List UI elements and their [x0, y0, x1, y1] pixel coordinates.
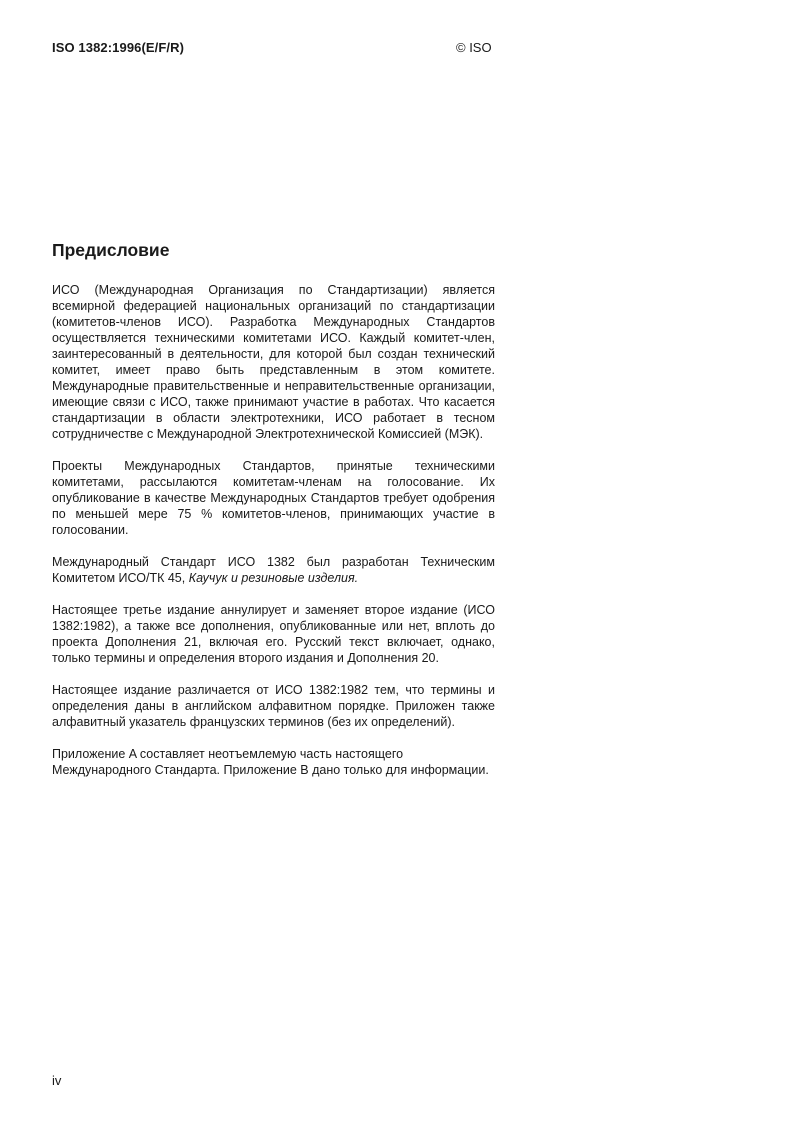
- committee-text: Международный Стандарт ИСО 1382 был разработан Техническим Комитетом ИСО/ТК 45,: [52, 555, 495, 585]
- page-number: iv: [52, 1073, 62, 1088]
- paragraph-annexes: Приложение A составляет неотъемлемую часть настоящего Международного Стандарта. Приложение B дано только для информации.: [52, 747, 489, 777]
- foreword-body: [52, 282, 495, 794]
- paragraph-iso-description: ИСО (Международная Организация по Стандартизации) является всемирной федерацией национальных организаций по стандартизации (комитетов-членов ИСО). Разработка Международных Стандартов осуществляется техническими комитетами ИСО. Каждый комитет-член, заинтересованный в деятельности, для которой был создан технический комитет, имеет право быть представленным в этом комитете. Международные правительственные и неправительственные организации, имеющие связи с ИСО, также принимают участие в работах. Что касается стандартизации в области электротехники, ИСО работает в тесном сотрудничестве с Международной Электротехнической Комиссией (МЭК).: [52, 283, 495, 441]
- paragraph-edition: Настоящее третье издание аннулирует и заменяет второе издание (ИСО 1382:1982), а также все дополнения, опубликованные или нет, вплоть до проекта Дополнения 21, включая его. Русский текст включает, однако, только термины и определения второго издания и Дополнения 20.: [52, 603, 495, 665]
- page-title: Предисловие: [52, 240, 170, 260]
- committee-name-italic: Каучук и резиновые изделия.: [188, 571, 359, 585]
- paragraph-voting: Проекты Международных Стандартов, принятые техническими комитетами, рассылаются комитетам-членам на голосование. Их опубликование в качестве Международных Стандартов требует одобрения по меньшей мере 75 % комитетов-членов, принимающих участие в голосовании.: [52, 459, 495, 537]
- paragraph-differences: Настоящее издание различается от ИСО 1382:1982 тем, что термины и определения даны в английском алфавитном порядке. Приложен также алфавитный указатель французских терминов (без их определений).: [52, 683, 495, 729]
- copyright-notice: © ISO: [456, 40, 492, 55]
- paragraph-committee: [52, 554, 495, 586]
- standard-identifier: ISO 1382:1996(E/F/R): [52, 40, 185, 55]
